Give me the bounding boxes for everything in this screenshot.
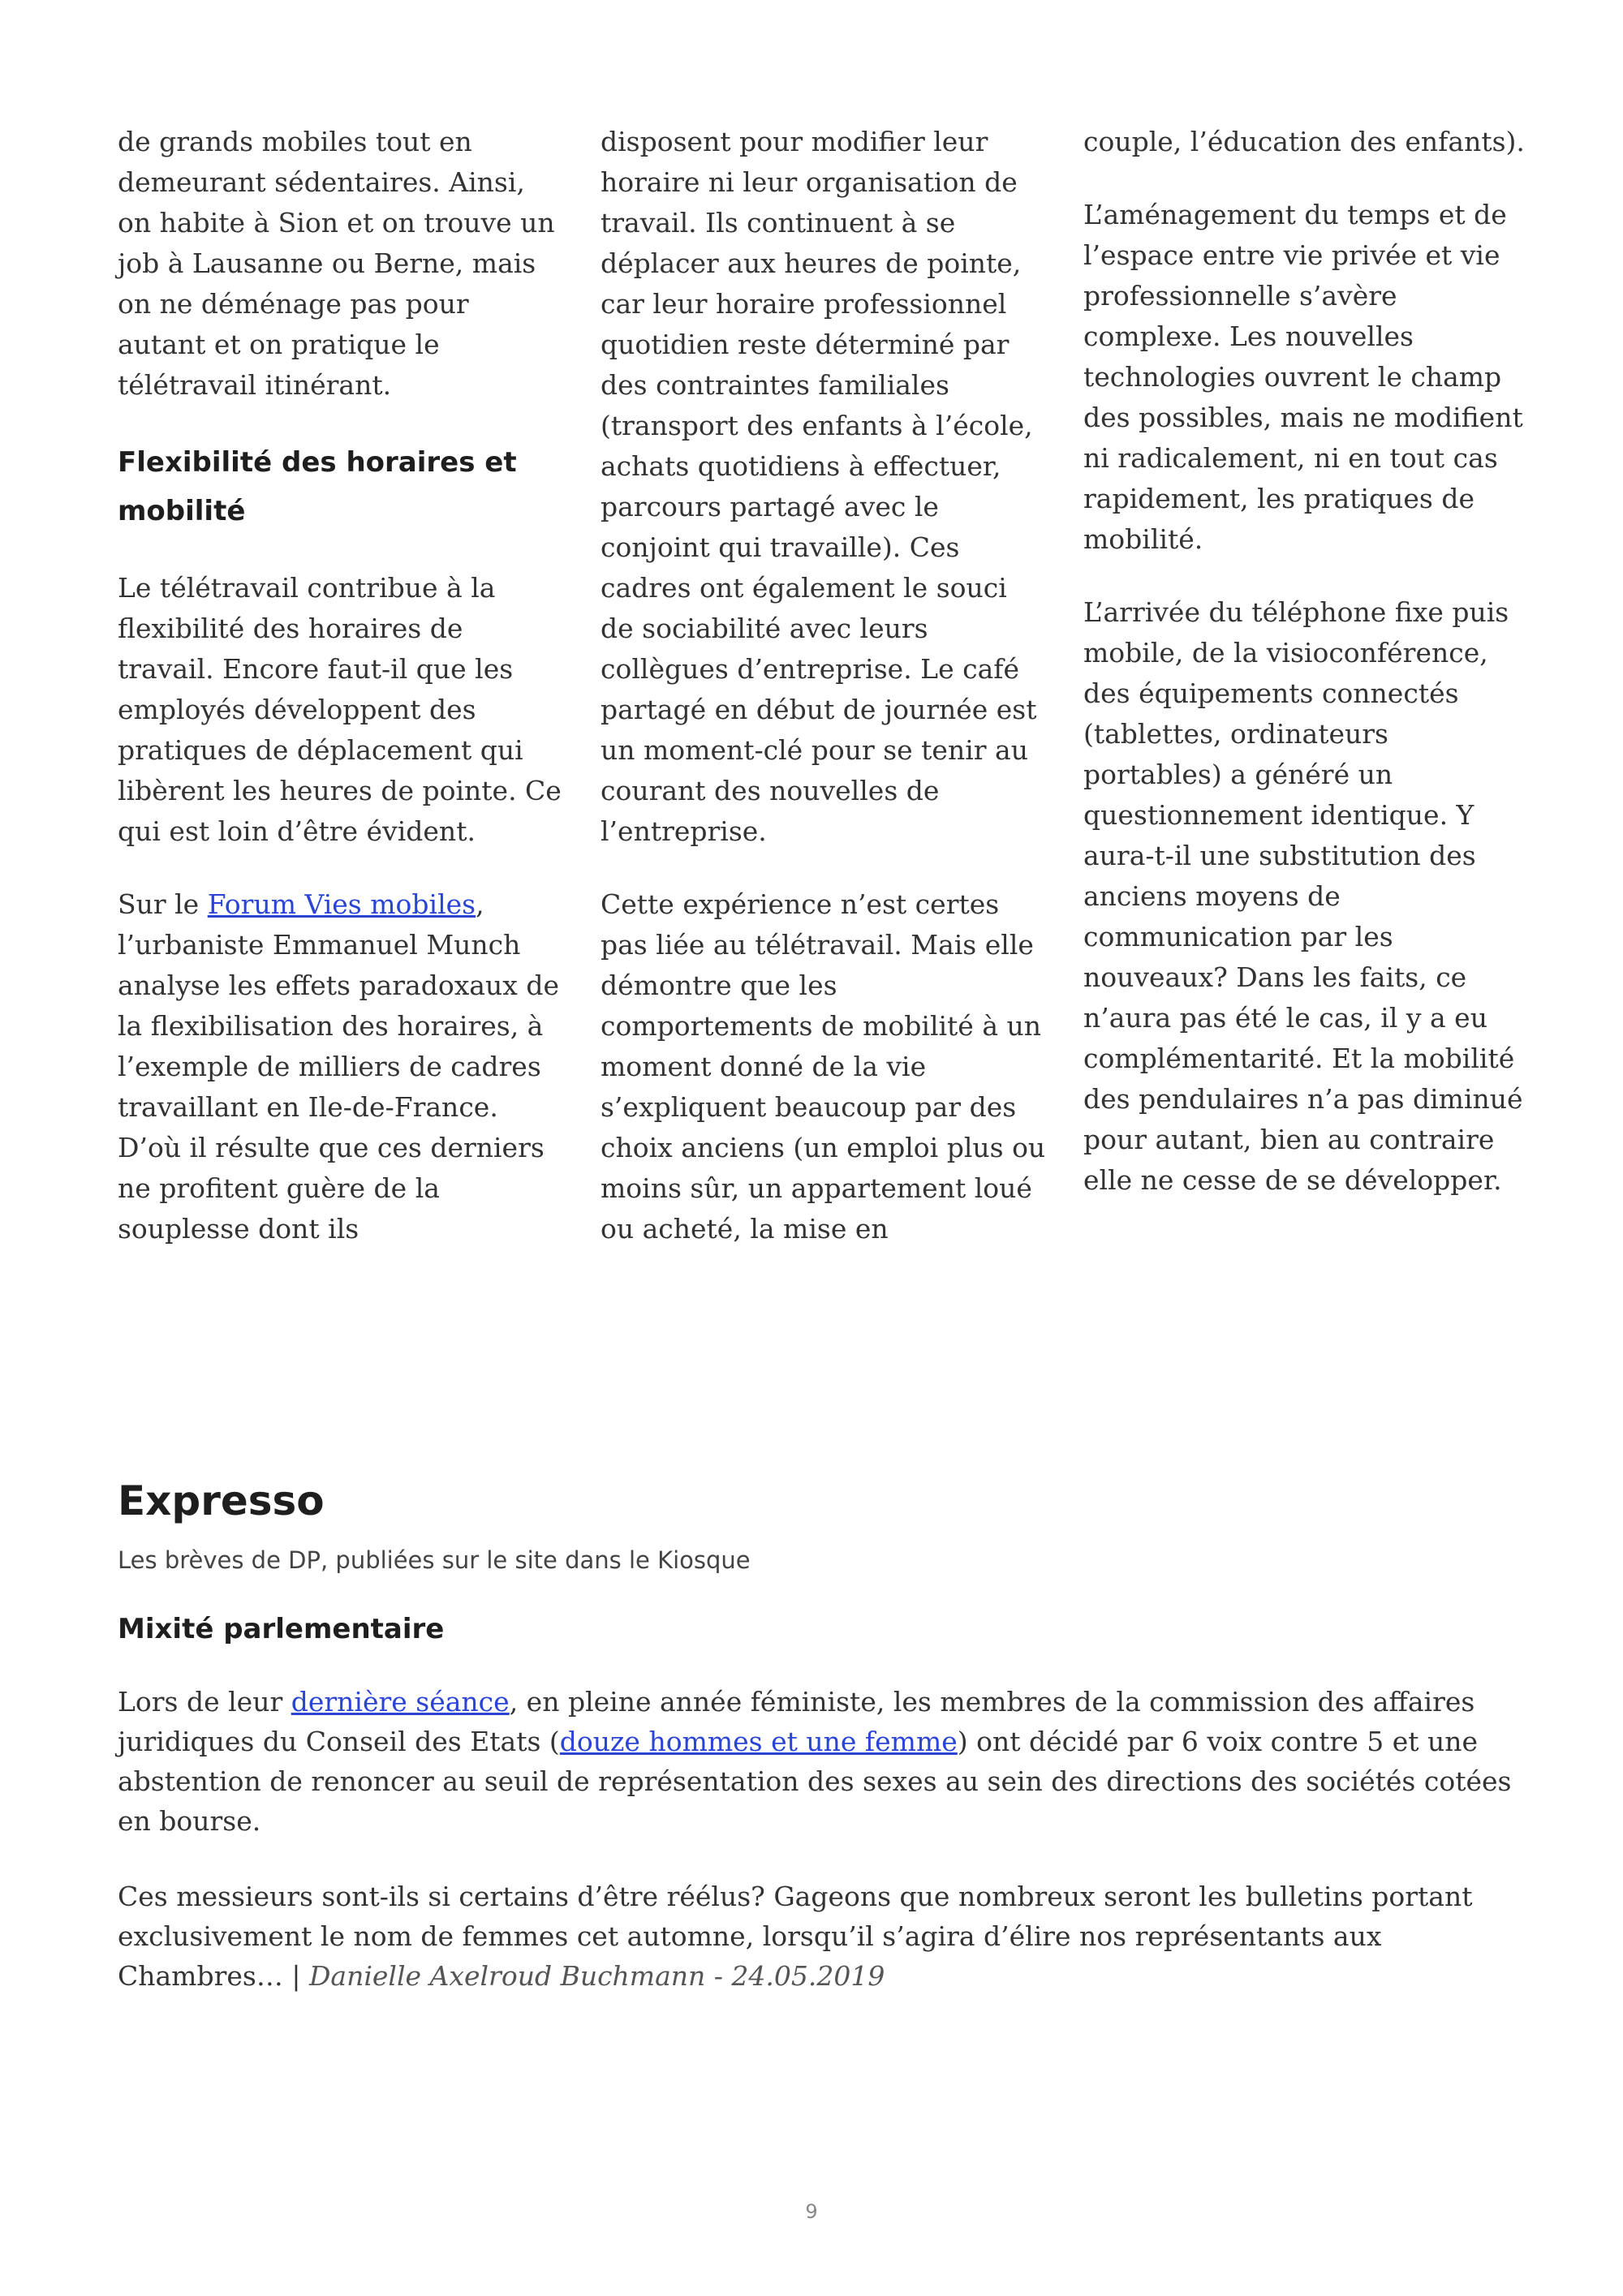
paragraph (118, 884, 564, 1249)
text: ) ont décidé par 6 voix contre 5 et une abstention de renoncer au seuil de représentation des sexes au sein des directions des sociétés cotées en bourse. (118, 1726, 1512, 1837)
paragraph: Le télétravail contribue à la flexibilité des horaires de travail. Encore faut-il que les employés développent des pratiques de déplacement qui libèrent les heures de pointe. Ce qui est loin d’être évident. (118, 572, 562, 847)
text: Sur le (118, 888, 208, 920)
paragraph: de grands mobiles tout en demeurant sédentaires. Ainsi, on habite à Sion et on trouve un job à Lausanne ou Berne, mais on ne déménage pas pour autant et on pratique le télétravail itinérant. (118, 126, 555, 401)
paragraph: disposent pour modifier leur horaire ni leur organisation de travail. Ils continuent à se déplacer aux heures de pointe, car leur horaire professionnel quotidien reste déterminé par des contraintes familiales (transport des enfants à l’école, achats quotidiens à effectuer, parcours partagé avec le conjoint qui travaille). Ces cadres ont également le souci de sociabilité avec leurs collègues d’entreprise. Le café partagé en début de journée est un moment-clé pour se tenir au courant des nouvelles de l’entreprise. (601, 126, 1037, 847)
paragraph (118, 1682, 1513, 1841)
paragraph: L’aménagement du temps et de l’espace entre vie privée et vie professionnelle s’avère complexe. Les nouvelles technologies ouvrent le champ des possibles, mais ne modifient ni radicalement, ni en tout cas rapidement, les pratiques de mobilité. (1083, 199, 1523, 555)
text: , en pleine année féministe, les membres de la commission des affaires juridiques du Conseil des Etats ( (118, 1686, 1475, 1757)
text: Lors de leur (118, 1686, 291, 1718)
section-title: Expresso (118, 1477, 325, 1524)
text: , l’urbaniste Emmanuel Munch analyse les effets paradoxaux de la flexibilisation des horaires, à l’exemple de milliers de cadres travaillant en Ile-de-France. D’où il résulte que ces derniers ne profitent guère de la souplesse dont ils (118, 888, 559, 1245)
forum-vies-mobiles-link[interactable]: Forum Vies mobiles (207, 888, 476, 920)
paragraph: couple, l’éducation des enfants). (1083, 126, 1525, 157)
paragraph: L’arrivée du téléphone fixe puis mobile, de la visioconférence, des équipements connectés (tablettes, ordinateurs portables) a généré un questionnement identique. Y aura-t-il une substitution des anciens moyens de communication par les nouveaux? Dans les faits, ce n’aura pas été le cas, il y a eu complémentarité. Et la mobilité des pendulaires n’a pas diminué pour autant, bien au contraire elle ne cesse de se développer. (1083, 596, 1523, 1196)
page-number: 9 (805, 2200, 818, 2223)
column-2 (601, 122, 1047, 1282)
column-3 (1083, 122, 1530, 1282)
derniere-seance-link[interactable]: dernière séance (291, 1686, 510, 1718)
paragraph (118, 1877, 1513, 1996)
text: Ces messieurs sont-ils si certains d’être réélus? Gageons que nombreux seront les bulletins portant exclusivement le nom de femmes cet automne, lorsqu’il s’agira d’élire nos représentants aux Chambres… | (118, 1881, 1473, 1992)
column-1 (118, 122, 564, 1282)
expresso-section (118, 1464, 1513, 2032)
section-subtitle: Les brèves de DP, publiées sur le site dans le Kiosque (118, 1546, 751, 1574)
byline: Danielle Axelroud Buchmann - 24.05.2019 (308, 1960, 885, 1992)
article-columns (118, 122, 1530, 1282)
article-title: Mixité parlementaire (118, 1613, 445, 1645)
douze-hommes-link[interactable]: douze hommes et une femme (559, 1726, 958, 1757)
section-heading: Flexibilité des horaires et mobilité (118, 446, 517, 527)
paragraph: Cette expérience n’est certes pas liée au télétravail. Mais elle démontre que les comportements de mobilité à un moment donné de la vie s’expliquent beaucoup par des choix anciens (un emploi plus ou moins sûr, un appartement loué ou acheté, la mise en (601, 888, 1046, 1245)
